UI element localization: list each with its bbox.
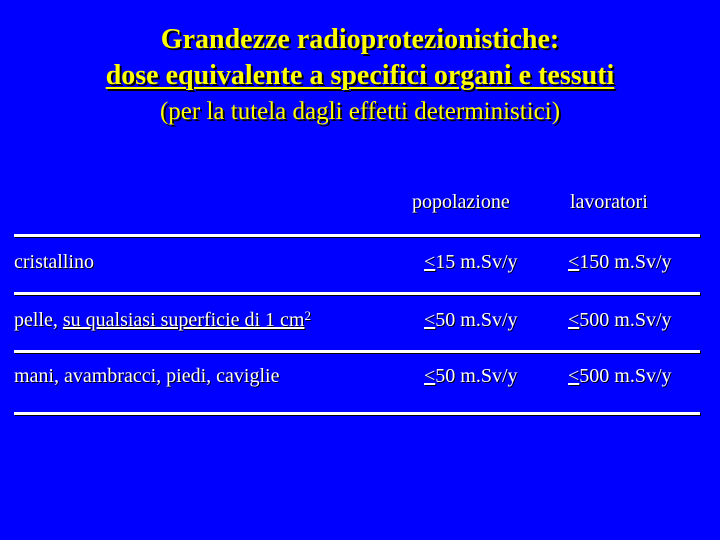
row-label-cristallino: cristallino [14, 251, 94, 273]
row-label-prefix: pelle, [14, 309, 63, 331]
slide-title: Grandezze radioprotezionistiche: [160, 24, 560, 55]
row-label-mani: mani, avambracci, piedi, caviglie [14, 365, 280, 387]
slide-subtitle: (per la tutela dagli effetti deterministici) [159, 98, 561, 125]
dose-value: 50 m.Sv/y [435, 309, 518, 331]
cell-popolazione-pelle [424, 308, 518, 332]
table-rule [14, 412, 700, 415]
dose-value: 15 m.Sv/y [435, 251, 518, 273]
cell-lavoratori-mani [568, 364, 672, 388]
column-header-lavoratori: lavoratori [570, 191, 648, 213]
dose-value: 500 m.Sv/y [579, 365, 672, 387]
less-equal-symbol: < [568, 251, 580, 273]
dose-value: 500 m.Sv/y [579, 309, 672, 331]
less-equal-symbol: < [424, 251, 436, 273]
column-header-popolazione: popolazione [412, 191, 510, 213]
less-equal-symbol: < [568, 365, 580, 387]
cell-popolazione-mani [424, 364, 518, 388]
less-equal-symbol: < [424, 309, 436, 331]
cell-popolazione-cristallino [424, 250, 518, 274]
table-rule [14, 234, 700, 237]
table-rule [14, 292, 700, 295]
dose-value: 150 m.Sv/y [579, 251, 672, 273]
dose-value: 50 m.Sv/y [435, 365, 518, 387]
slide-title-line2: dose equivalente a specifici organi e tessuti [105, 60, 615, 91]
table-rule [14, 350, 700, 353]
superscript: 2 [304, 308, 311, 323]
cell-lavoratori-cristallino [568, 250, 672, 274]
less-equal-symbol: < [424, 365, 436, 387]
row-label-underlined: su qualsiasi superficie di 1 cm [62, 309, 305, 331]
less-equal-symbol: < [568, 309, 580, 331]
row-label-pelle [14, 308, 311, 332]
cell-lavoratori-pelle [568, 308, 672, 332]
